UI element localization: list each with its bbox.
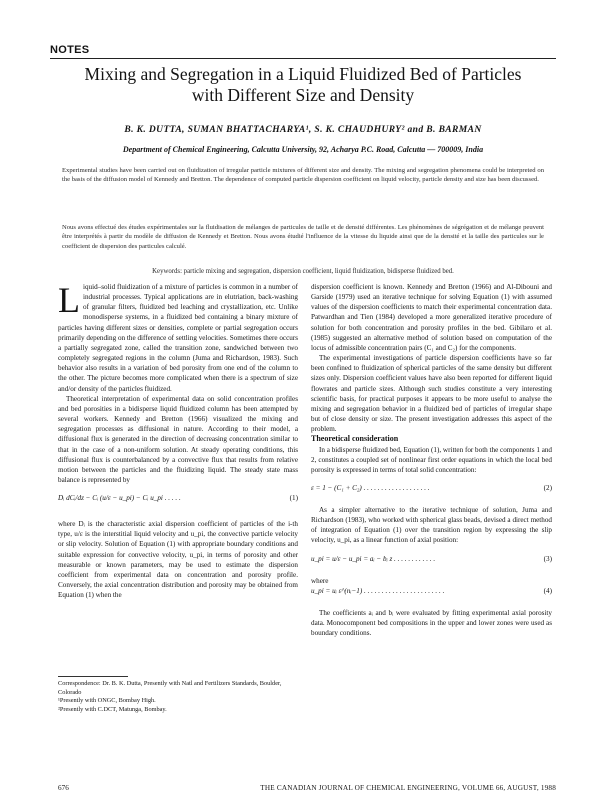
keywords: Keywords: particle mixing and segregation, dispersion coefficient, liquid fluidization, bidisperse fluidized bed. <box>152 268 454 275</box>
footnote-1: ¹Presently with ONGC, Bombay High. <box>58 697 156 705</box>
paragraph-bidisperse: In a bidisperse fluidized bed, Equation (1), written for both the components 1 and 2, constitutes a coupled set of nonlinear first order equations in which the local bed porosity is expressed in terms of total solid concentration: <box>311 445 553 474</box>
section-heading: Theoretical consideration <box>311 434 399 444</box>
paper-title <box>40 64 566 106</box>
title-line-1: Mixing and Segregation in a Liquid Fluidized Bed of Particles <box>84 64 522 84</box>
journal-name: THE CANADIAN JOURNAL OF CHEMICAL ENGINEERING, VOLUME 66, AUGUST, 1988 <box>260 784 556 792</box>
section-label: NOTES <box>50 44 90 56</box>
equation-2 <box>311 479 552 501</box>
footnotes <box>58 680 298 714</box>
abstract-english: Experimental studies have been carried out on fluidization of irregular particle mixtures of different size and density. The mixing and segregation phenomena could be interpreted on the basis of the diffusion model of Kennedy and Bretton. The dependence of computed particle dispersion coefficient on liquid velocity, particle density and size has been discussed. <box>62 167 544 184</box>
equation-3-body: u_pi = u/ε − u_pi = aᵢ − bᵢ z . . . . . . . . . . . . <box>311 554 436 563</box>
equation-4-number: (4) <box>543 586 552 595</box>
equation-1 <box>58 489 298 515</box>
footnote-2: ²Presently with C.DCT, Matunga, Bombay. <box>58 705 167 713</box>
intro-text: iquid–solid fluidization of a mixture of particles is common in a number of industrial processes. Typical applications are in elutriation, back-washing of granular filters, fluidized bed leaching and crystallization, etc. Unlike monodisperse systems, in a fluidized bed containing a binary mixture of particles having different sizes or densities, complete or partial segregation occurs primarily depending on the difference of settling velocities. Sometimes there occurs a partially segregated zone, called the transition zone, sandwiched between two completely segregated regions in the column (Juma and Richardson, 1983). Such behavior also results in a variation of bed porosity from one end of the column to the other. The picture becomes more complicated when there is a spectrum of size and/or density of the particles fluidized. <box>58 283 298 393</box>
equation-4 <box>311 586 552 604</box>
page-number: 676 <box>58 784 69 792</box>
paragraph-continued: dispersion coefficient is known. Kennedy and Bretton (1966) and Al-Dibouni and Garside (1979) used an iterative technique for solving Equation (1) with assumed values of the dispersion coefficients to match their experimental concentration data. Patwardhan and Tien (1984) developed a more generalized iterative procedure of solution for both concentration and porosity profiles in the bed. Gibilaro et al. (1985) suggested an alternative method of solution based on computation of the locus of admissible concentration pairs (C₁ and C₂) for the components. <box>311 283 552 352</box>
affiliation: Department of Chemical Engineering, Calcutta University, 92, Acharya P.C. Road, Calcutta — 700009, India <box>122 145 484 154</box>
equation-2-number: (2) <box>543 483 552 492</box>
paragraph-where: where Dᵢ is the characteristic axial dispersion coefficient of particles of the i-th type, u/ε is the interstitial liquid velocity and u_pi, the convective particle velocity or slip velocity. Solution of Equation (1) with appropriate boundary conditions and suitable expression for convective velocity, u_pi, in terms of porosity and other measurable or known parameters, may be used to estimate the dispersion coefficient from experimental data on concentration and porosity profile. Conversely, the axial concentration distribution and porosity may be obtained from Equation (1) when the <box>58 520 298 600</box>
equation-3-number: (3) <box>543 554 552 563</box>
paragraph-coefficients: The coefficients aᵢ and bᵢ were evaluated by fitting experimental axial porosity data. Monocomponent bed compositions in the upper and lower zones were used as boundary conditions. <box>311 608 552 638</box>
paragraph-experimental: The experimental investigations of particle dispersion coefficients have so far been confined to fluidization of spherical particles of the same density but different sizes only. Dispersion coefficient values have also been reported for different liquid flowrates and particle sizes. Although such studies constitute a very interesting scientific basis, for practical purposes it appears to be more useful to analyse the mixing and segregation behavior in a fluidized bed of particles of irregular shape but of close density or size. The present investigation addresses this aspect of the problem. <box>311 354 552 434</box>
footnote-rule <box>58 676 128 677</box>
paragraph-alternative: As a simpler alternative to the iterative technique of solution, Juma and Richardson (1983), who worked with spherical glass beads, devised a direct method of integration of Equation (1) over the transition region by expressing the slip velocity, u_pi, as a linear function of axial position: <box>311 505 552 545</box>
equation-4-body: u_pi = uᵢ ε^(nᵢ−1) . . . . . . . . . . . . . . . . . . . . . . . <box>311 586 445 595</box>
drop-cap: L <box>58 280 80 320</box>
abstract-french: Nous avons effectué des études expérimentales sur la fluidisation de mélanges de particules de taille et de densité différentes. Les phénomènes de ségrégation et de mélange peuvent être interprétés à partir du modèle de diffusion de Kennedy et Bretton. Nous avons étudié l'influence de la vitesse du liquide ainsi que de la densité et la taille des particules sur le coefficient de dispersion des particules calculé. <box>62 224 544 250</box>
right-column <box>311 282 552 638</box>
intro-paragraph <box>58 282 298 394</box>
paragraph-theory: Theoretical interpretation of experimental data on solid concentration profiles and bed porosities in a bidisperse liquid fluidized column has been attempted by several workers. Kennedy and Bretton (1966) visualized the mixing and segregation processes as diffusional in nature. According to their model, a diffusional flux is generated in the direction of decreasing concentration similar to that in the case of a non-uniform solution. At steady operating conditions, this diffusional flux is counterbalanced by a convective flux that results from relative motion between the particles and the fluidizing liquid. The steady state mass balance is represented by <box>58 394 298 484</box>
title-line-2: with Different Size and Density <box>191 85 415 105</box>
left-column <box>58 282 298 600</box>
header-rule <box>50 58 556 59</box>
footnote-correspondence: Correspondence: Dr. B. K. Dutta, Presently with Natl and Fertilizers Standards, Boulder, Colorado <box>58 680 282 696</box>
equation-2-body: ε = 1 − (C₁ + C₂) . . . . . . . . . . . . . . . . . . . <box>311 483 430 492</box>
where-label: where <box>311 576 329 585</box>
equation-1-body: Dᵢ dCᵢ/dz − Cᵢ (u/ε − u_pi) − Cᵢ u_pi . . . . . <box>58 494 181 503</box>
equation-3 <box>311 550 552 572</box>
author-list: B. K. DUTTA, SUMAN BHATTACHARYA¹, S. K. CHAUDHURY² and B. BARMAN <box>124 125 482 135</box>
equation-1-number: (1) <box>289 494 298 503</box>
